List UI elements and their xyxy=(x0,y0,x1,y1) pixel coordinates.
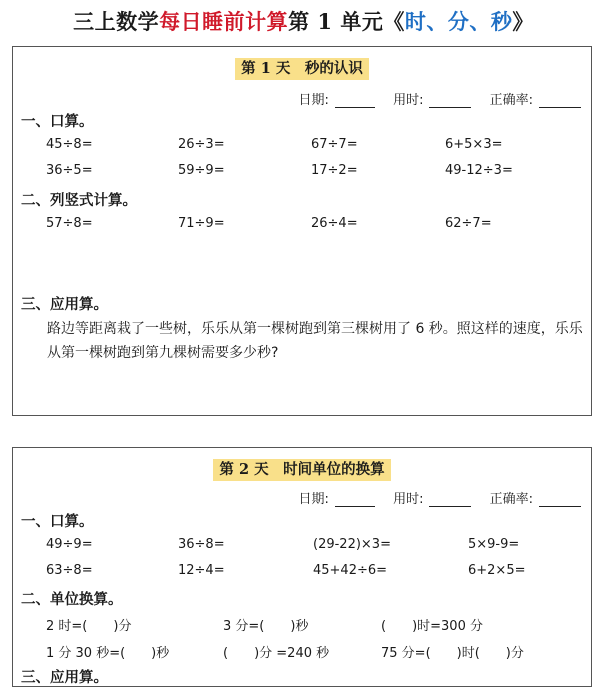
header-grade: 三上数学 xyxy=(73,9,160,34)
convert-item: 3 分=( )秒 xyxy=(223,619,309,634)
day1-title: 第 1 天 秒的认识 xyxy=(13,57,591,78)
date-label: 日期: xyxy=(298,93,329,108)
convert-item: 2 时=( )分 xyxy=(46,619,132,634)
time-blank[interactable] xyxy=(429,494,471,507)
oral-item: 36÷8= xyxy=(178,537,225,552)
day2-title: 第 2 天 时间单位的换算 xyxy=(13,458,591,479)
day2-section-word: 三、应用算。 xyxy=(21,670,108,686)
oral-item: 63÷8= xyxy=(46,563,93,578)
oral-item: 49-12÷3= xyxy=(445,163,513,178)
header-series: 每日睡前计算 xyxy=(159,9,289,34)
word-problem: 路边等距离栽了一些树，乐乐从第一棵树跑到第三棵树用了 6 秒。照这样的速度，乐乐从第一棵树跑到第九棵树需要多少秒? xyxy=(47,321,583,361)
accuracy-blank[interactable] xyxy=(539,494,581,507)
day1-section-oral: 一、口算。 xyxy=(21,114,94,130)
vertical-item: 57÷8= xyxy=(46,216,93,231)
oral-item: 59÷9= xyxy=(178,163,225,178)
day2-card xyxy=(12,447,592,687)
header-close: 》 xyxy=(512,9,534,34)
day1-meta xyxy=(299,89,581,108)
day1-section-word: 三、应用算。 xyxy=(21,297,108,313)
header-unit: 第 1 单元《 xyxy=(288,9,405,34)
date-blank[interactable] xyxy=(335,494,375,507)
oral-item: 5×9-9= xyxy=(468,537,520,552)
convert-item: ( )分 =240 秒 xyxy=(223,646,330,661)
oral-item: 12÷4= xyxy=(178,563,225,578)
oral-item: 67÷7= xyxy=(311,137,358,152)
header-topic: 时、分、秒 xyxy=(404,9,513,34)
oral-item: 36÷5= xyxy=(46,163,93,178)
date-label: 日期: xyxy=(298,492,329,507)
day1-card xyxy=(12,46,592,416)
accuracy-label: 正确率: xyxy=(489,93,533,108)
time-blank[interactable] xyxy=(429,95,471,108)
oral-item: 6+5×3= xyxy=(445,137,503,152)
oral-item: 45÷8= xyxy=(46,137,93,152)
day2-meta xyxy=(299,488,581,507)
oral-item: 17÷2= xyxy=(311,163,358,178)
vertical-item: 62÷7= xyxy=(445,216,492,231)
time-label: 用时: xyxy=(393,492,424,507)
oral-item: 45+42÷6= xyxy=(313,563,388,578)
oral-item: 49÷9= xyxy=(46,537,93,552)
vertical-item: 71÷9= xyxy=(178,216,225,231)
day2-section-oral: 一、口算。 xyxy=(21,514,94,530)
accuracy-blank[interactable] xyxy=(539,95,581,108)
convert-item: 75 分=( )时( )分 xyxy=(381,646,524,661)
convert-item: ( )时=300 分 xyxy=(381,619,483,634)
oral-item: (29-22)×3= xyxy=(313,537,391,552)
time-label: 用时: xyxy=(393,93,424,108)
worksheet-header xyxy=(0,6,607,36)
day1-section-vertical: 二、列竖式计算。 xyxy=(21,193,137,209)
accuracy-label: 正确率: xyxy=(489,492,533,507)
day2-section-convert: 二、单位换算。 xyxy=(21,592,123,608)
vertical-item: 26÷4= xyxy=(311,216,358,231)
date-blank[interactable] xyxy=(335,95,375,108)
convert-item: 1 分 30 秒=( )秒 xyxy=(46,646,170,661)
oral-item: 6+2×5= xyxy=(468,563,526,578)
oral-item: 26÷3= xyxy=(178,137,225,152)
